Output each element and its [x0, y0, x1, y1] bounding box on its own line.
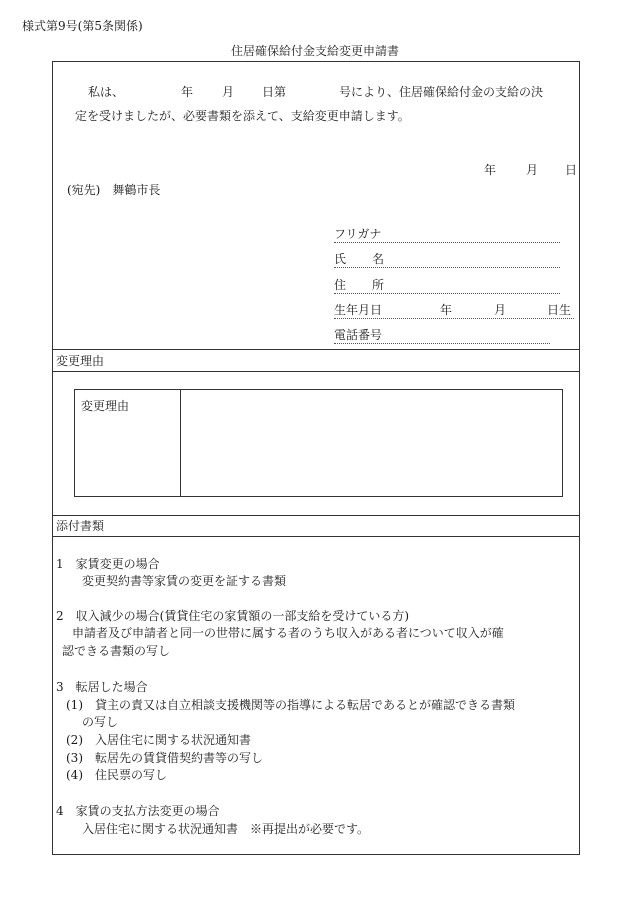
form-title: 住居確保給付金支給変更申請書 — [230, 44, 399, 58]
attachment-4-body: 入居住宅に関する状況通知書 ※再提出が必要です。 — [82, 822, 370, 836]
attachment-3-sub1-line2: の写し — [82, 715, 119, 729]
section-divider — [52, 536, 580, 537]
intro-line2: 定を受けましたが、必要書類を添えて、支給変更申請します。 — [75, 109, 410, 123]
form-number-label: 様式第9号(第5条関係) — [22, 19, 143, 33]
attachment-1-title: 1 家賃変更の場合 — [56, 557, 160, 571]
address-label-second: 所 — [372, 278, 385, 292]
attachment-2-title: 2 収入減少の場合(賃貸住宅の家賃額の一部支給を受けている方) — [56, 609, 410, 623]
address-field[interactable] — [334, 293, 560, 294]
date-month-unit: 月 — [526, 163, 539, 177]
address-label-first: 住 — [334, 278, 347, 292]
birthdate-month-unit: 月 — [494, 303, 507, 317]
date-year-unit: 年 — [484, 163, 497, 177]
phone-field[interactable] — [334, 343, 550, 344]
birthdate-year-unit: 年 — [440, 303, 453, 317]
attachment-3-sub1-line1: (1) 貸主の責又は自立相談支援機関等の指導による転居であるとが確認できる書類 — [66, 698, 516, 712]
attachment-2-body-line2: 認できる書類の写し — [62, 644, 171, 658]
intro-line1-rest: 号により、住居確保給付金の支給の決 — [339, 85, 544, 99]
attachment-2-body-line1: 申請者及び申請者と同一の世帯に属する者のうち収入がある者について収入が確 — [72, 626, 504, 640]
section-header-reason: 変更理由 — [56, 354, 105, 368]
addressee: (宛先) 舞鶴市長 — [67, 183, 161, 197]
intro-i-am: 私は、 — [88, 85, 125, 99]
section-divider — [52, 349, 580, 350]
date-day-unit: 日 — [565, 163, 578, 177]
furigana-field[interactable] — [334, 242, 560, 243]
intro-day-no: 日第 — [262, 85, 287, 99]
reason-box-label: 変更理由 — [81, 399, 130, 413]
intro-month-unit: 月 — [222, 85, 235, 99]
section-divider — [52, 371, 580, 372]
birthdate-day-unit: 日生 — [547, 303, 572, 317]
section-header-attachments: 添付書類 — [56, 519, 105, 533]
attachment-3-sub4: (4) 住民票の写し — [66, 768, 167, 782]
attachment-3-sub2: (2) 入居住宅に関する状況通知書 — [66, 733, 251, 747]
attachment-3-title: 3 転居した場合 — [56, 680, 148, 694]
name-label-second: 名 — [372, 252, 385, 266]
phone-label: 電話番号 — [334, 328, 383, 342]
intro-year-unit: 年 — [181, 85, 194, 99]
attachment-3-sub3: (3) 転居先の賃貸借契約書等の写し — [66, 751, 263, 765]
attachment-1-body: 変更契約書等家賃の変更を証する書類 — [82, 574, 287, 588]
reason-input-area[interactable] — [180, 390, 562, 496]
birthdate-field[interactable] — [334, 318, 574, 319]
furigana-label: フリガナ — [334, 227, 382, 241]
birthdate-label: 生年月日 — [334, 303, 383, 317]
name-field[interactable] — [334, 267, 560, 268]
section-divider — [52, 515, 580, 516]
attachment-4-title: 4 家賃の支払方法変更の場合 — [56, 804, 220, 818]
name-label-first: 氏 — [334, 252, 347, 266]
